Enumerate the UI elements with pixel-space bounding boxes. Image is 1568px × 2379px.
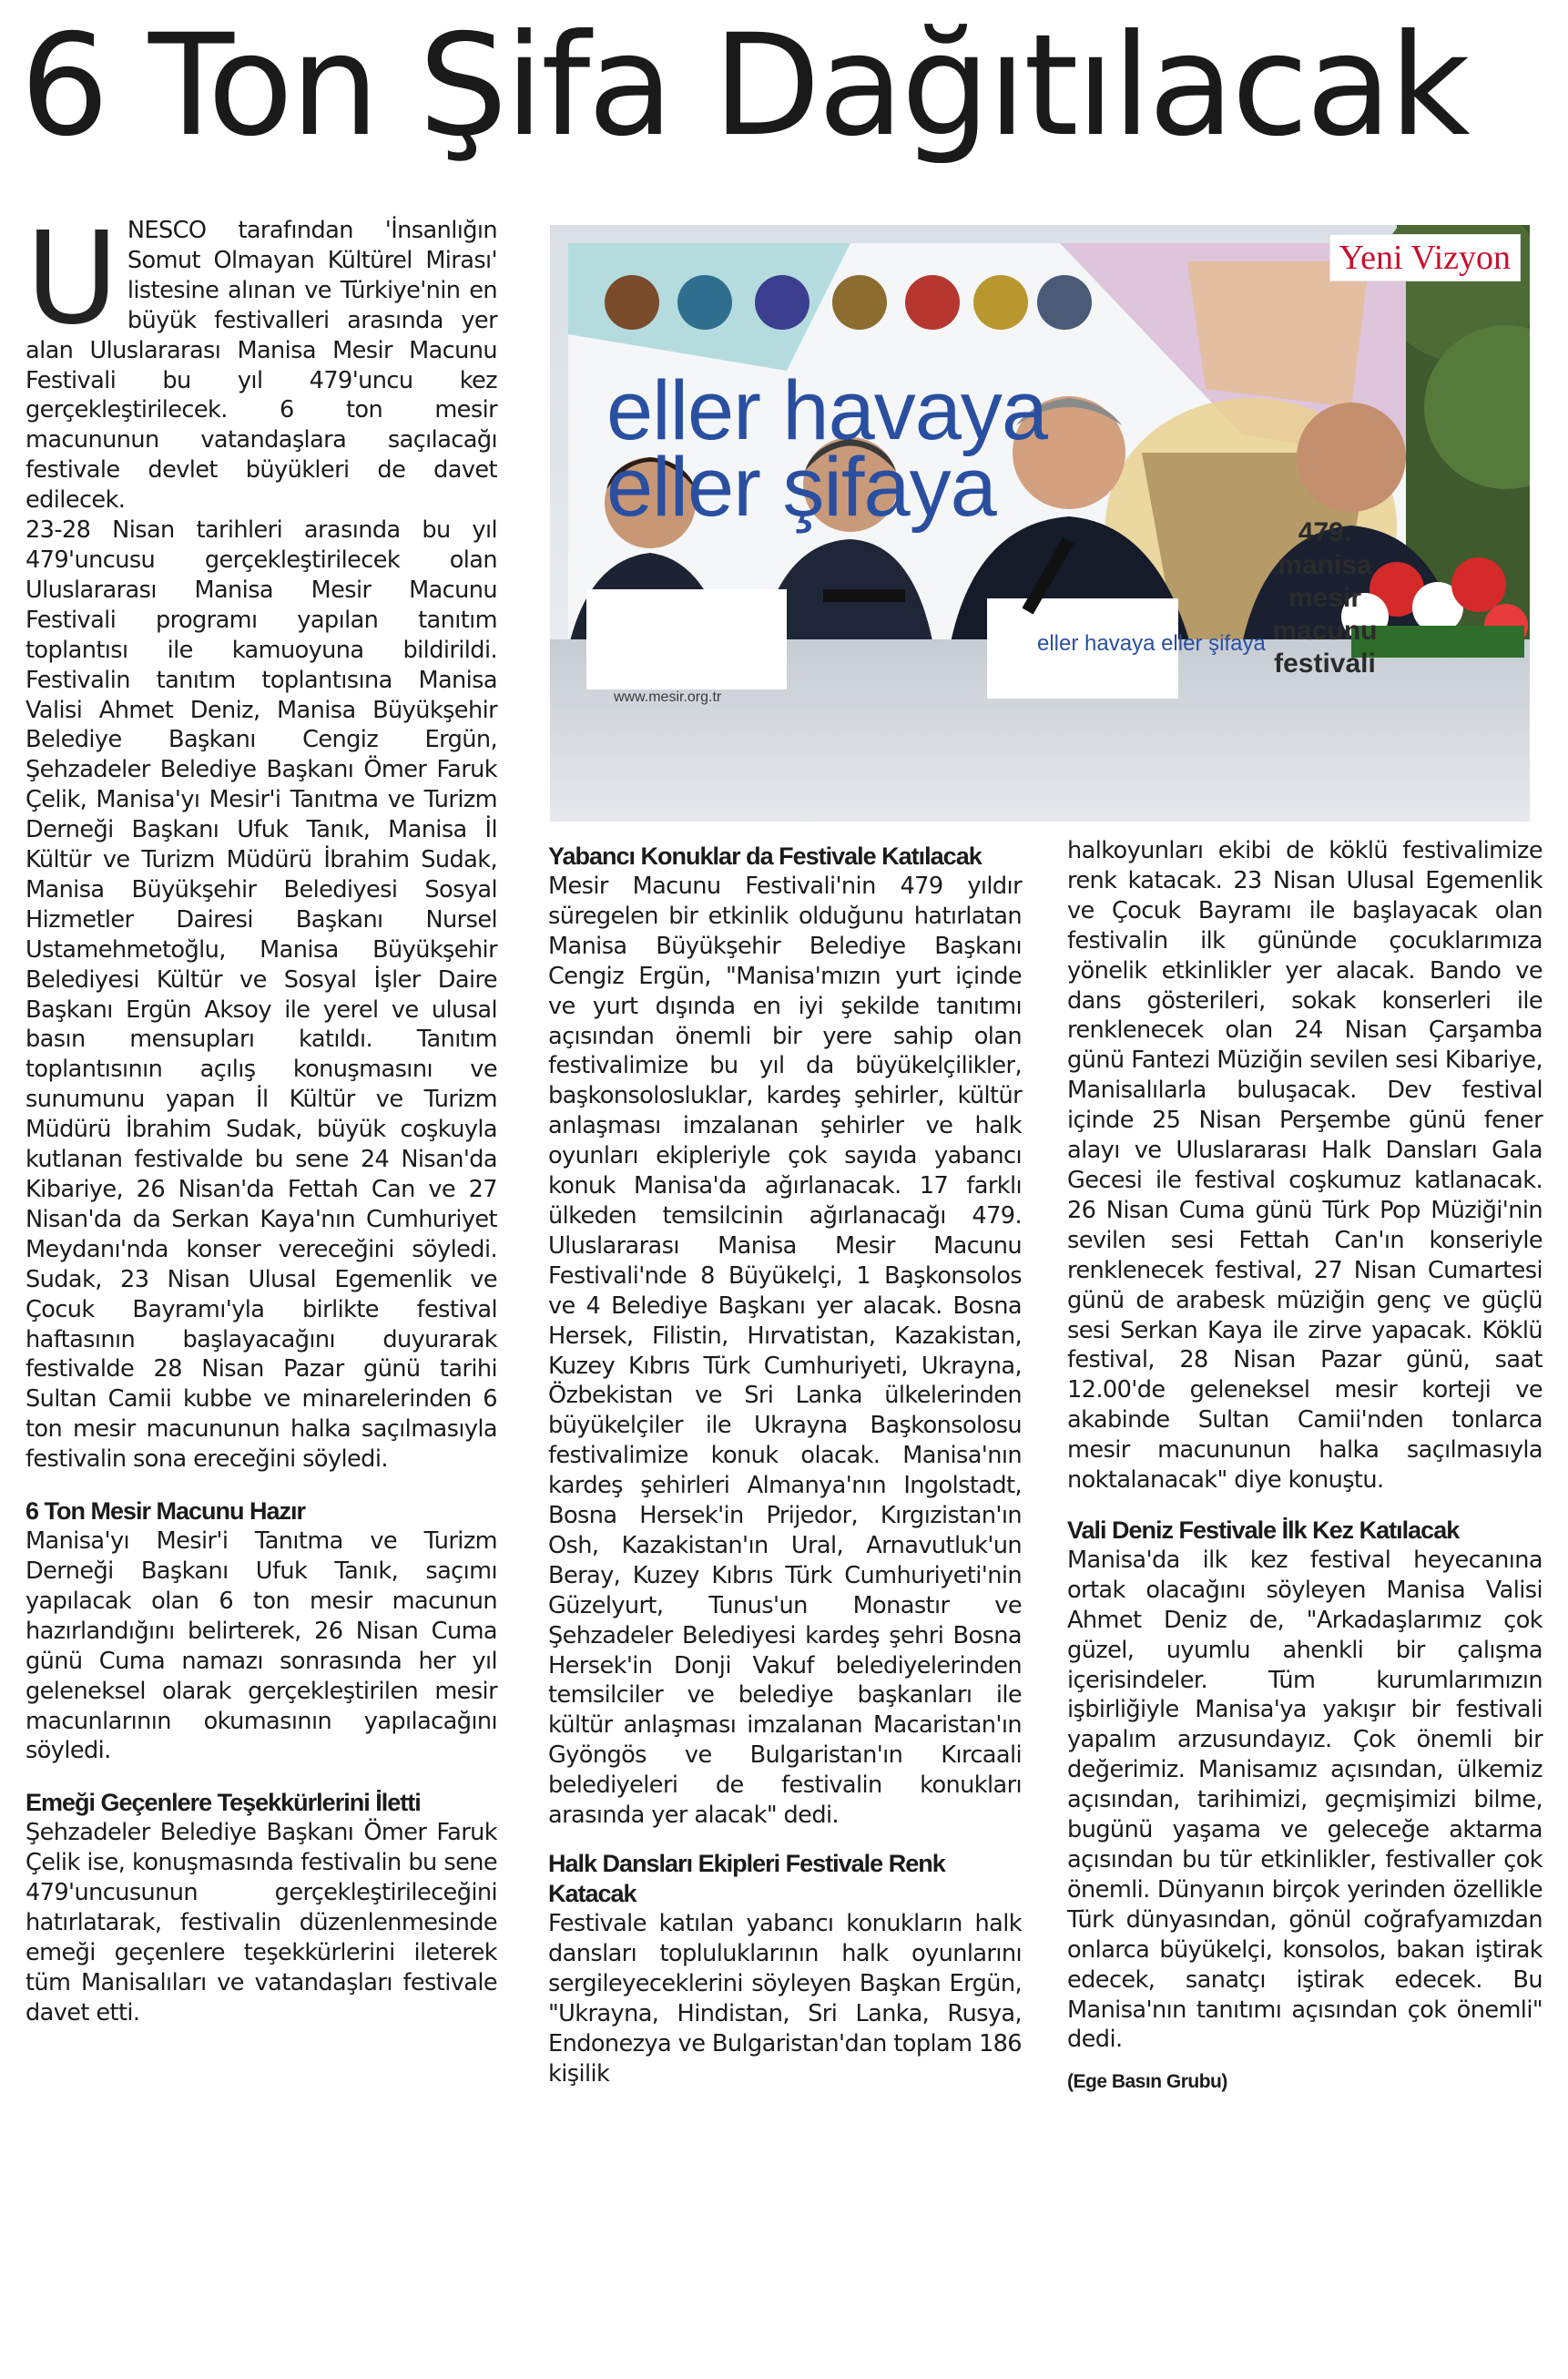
festival-badge: 479. manisa mesir macunu festivali <box>1272 517 1378 679</box>
subheading: Emeği Geçenlere Teşekkürlerini İletti <box>25 1789 421 1817</box>
article-paragraph: Manisa'yı Mesir'i Tanıtma ve Turizm Derneği Başkanı Ufuk Tanık, saçımı yapılacak olan 6 ton mesir macunun hazırlandığını belirterek, 26 Nisan Cuma günü Cuma namazı sonrasında her yıl geleneksel olarak gerçekleştirilen mesir macunlarının okumasının yapılacağını söyledi. <box>25 1527 497 1765</box>
subheading: Yabancı Konuklar da Festivale Katılacak <box>548 842 982 870</box>
article-paragraph: halkoyunları ekibi de köklü festivalimize renk katacak. 23 Nisan Ulusal Egemenlik ve Çocuk Bayramı ile başlayacak olan festivalin ilk gününde çocuklarımıza yönelik etkinlikler yer alacak. Bando ve dans gösterileri, sokak konserleri ile renklenecek olan 24 Nisan Çarşamba günü Fantezi Müziğin sevilen sesi Kibariye, Manisalılarla buluşacak. Dev festival içinde 25 Nisan Perşembe günü fener alayı ve Uluslararası Halk Dansları Gala Gecesi ile festival coşkumuz katlanacak. 26 Nisan Cuma günü Türk Pop Müziği'nin sevilen sesi Fettah Can'ın konseriyle renklenecek festival, 27 Nisan Cumartesi günü de arabesk müziğin genç ve güçlü sesi Serkan Kaya ile zirve yapacak. Köklü festival, 28 Nisan Pazar günü, saat 12.00'de geleneksel mesir korteji ve akabinde Sultan Camii'nden tonlarca mesir macununun halka saçılmasıyla noktalanacak" diye konuştu. <box>1067 837 1543 1495</box>
podium-slogan: eller havaya eller şifaya <box>1037 631 1266 656</box>
article-paragraph: 23-28 Nisan tarihleri arasında bu yıl 479'uncusu gerçekleştirilecek olan Uluslararası Manisa Mesir Macunu Festivali programı yapılan tanıtım toplantısı ile kamuoyuna bildirildi. Festivalin tanıtım toplantısına Manisa Valisi Ahmet Deniz, Manisa Büyükşehir Belediye Başkanı Cengiz Ergün, Şehzadeler Belediye Başkanı Ömer Faruk Çelik, Manisa'yı Mesir'i Tanıtma ve Turizm Derneği Başkanı Ufuk Tanık, Manisa İl Kültür ve Turizm Müdürü İbrahim Sudak, Manisa Büyükşehir Belediyesi Sosyal Hizmetler Dairesi Başkanı Nursel Ustamehmetoğlu, Manisa Büyükşehir Belediyesi Kültür ve Sosyal İşler Daire Başkanı Ergün Aksoy ile yerel ve ulusal basın mensupları katıldı. Tanıtım toplantısının açılış konuşmasını ve sunumunu yapan İl Kültür ve Turizm Müdürü İbrahim Sudak, büyük coşkuyla kutlanan festivalde bu sene 24 Nisan'da Kibariye, 26 Nisan'da Fettah Can ve 27 Nisan'da da Serkan Kaya'nın Cumhuriyet Meydanı'nda konser vereceğini söyledi. Sudak, 23 Nisan Ulusal Egemenlik ve Çocuk Bayramı'yla birlikte festival haftasının başlayacağını duyurarak festivalde 28 Nisan Pazar günü tarihi Sultan Camii kubbe ve minarelerinden 6 ton mesir macununun halka saçılmasıyla festivalin sona ereceğini söyledi. <box>25 516 497 1474</box>
website-text: www.mesir.org.tr <box>614 689 722 705</box>
subheading: 6 Ton Mesir Macunu Hazır <box>25 1497 306 1526</box>
article-column-1 <box>25 205 497 2028</box>
article-paragraph: Manisa'da ilk kez festival heyecanına ortak olacağını söyleyen Manisa Valisi Ahmet Deniz de, "Arkadaşlarımız çok güzel, uyumlu ahenkli bir çalışma içerisindeler. Tüm kurumlarımızın işbirliğiyle Manisa'ya yakışır bir festivali yapalım arzusundayız. Çok önemli bir değerimiz. Manisamız açısından, ülkemiz açısından, tarihimizi, geçmişimizi bilme, bugünü yaşama ve geleceğe aktarma açısından bu tür etkinlikler, festivaller çok önemli. Dünyanın birçok yerinden özellikle Türk dünyasından, gönül coğrafyamızdan onlarca büyükelçi, konsolos, bakan iştirak edecek, sanatçı iştirak edecek. Bu Manisa'nın tanıtımı açısından çok önemli" dedi. <box>1067 1546 1543 2054</box>
subheading: Vali Deniz Festivale İlk Kez Katılacak <box>1067 1516 1460 1544</box>
newspaper-brand-label: Yeni Vizyon <box>1329 234 1521 281</box>
paragraph-text: NESCO tarafından 'İnsanlığın Somut Olmayan Kültürel Mirası' listesine alınan ve Türkiye'nin en büyük festivalleri arasında yer alan Uluslararası Manisa Mesir Macunu Festivali bu yıl 479'uncu kez gerçekleştirilecek. 6 ton mesir macununun vatandaşlara saçılacağı festivale devlet büyükleri de davet edilecek. <box>25 217 497 515</box>
banner-slogan-line2: eller şifaya <box>606 441 996 534</box>
byline-source: (Ege Basın Grubu) <box>1067 2071 1227 2093</box>
news-photo <box>550 225 1530 822</box>
article-column-3 <box>1067 836 1543 2098</box>
article-paragraph: Festivale katılan yabancı konukların halk dansları topluluklarının halk oyunlarını sergileyeceklerini söyleyen Başkan Ergün, "Ukrayna, Hindistan, Sri Lanka, Rusya, Endonezya ve Bulgaristan'dan toplam 186 kişilik <box>548 1910 1022 2088</box>
subheading: Halk Dansları Ekipleri Festivale Renk Katacak <box>548 1850 945 1907</box>
article-paragraph <box>25 205 497 516</box>
name-card <box>586 589 787 689</box>
headline: 6 Ton Şifa Dağıtılacak <box>20 5 1468 168</box>
article-paragraph: Şehzadeler Belediye Başkanı Ömer Faruk Çelik ise, konuşmasında festivalin bu sene 479'uncusunun gerçekleştirileceğini hatırlatarak, festivalin düzenlenmesinde emeği geçenlere teşekkürlerini ileterek tüm Manisalıları ve vatandaşları festivale davet etti. <box>25 1819 497 2027</box>
article-column-2 <box>548 842 1022 2088</box>
banner-slogan-line1: eller havaya <box>606 364 1048 457</box>
article-paragraph: Mesir Macunu Festivali'nin 479 yıldır süregelen bir etkinlik olduğunu hatırlatan Manisa Büyükşehir Belediye Başkanı Cengiz Ergün, "Manisa'mızın yurt içinde ve yurt dışında en iyi şekilde tanıtımı açısından önemli bir yere sahip olan festivalimize bu yıl da büyükelçilikler, başkonsolosluklar, kardeş şehirler, kültür anlaşması imzalanan şehirler ve halk oyunları ekipleriyle çok sayıda yabancı konuk Manisa'da ağırlanacak. 17 farklı ülkeden temsilcinin ağırlanacağı 479. Uluslararası Manisa Mesir Macunu Festivali'nde 8 Büyükelçi, 1 Başkonsolos ve 4 Belediye Başkanı yer alacak. Bosna Hersek, Filistin, Hırvatistan, Kazakistan, Kuzey Kıbrıs Türk Cumhuriyeti, Ukrayna, Özbekistan ve Sri Lanka ülkelerinden büyükelçiler ile Ukrayna Başkonsolosu festivalimize konuk olacak. Manisa'nın kardeş şehirleri Almanya'nın Ingolstadt, Bosna Hersek'in Prijedor, Kırgızistan'ın Osh, Kazakistan'ın Ural, Arnavutluk'un Beray, Kuzey Kıbrıs Türk Cumhuriyeti'nin Güzelyurt, Tunus'un Monastır ve Şehzadeler Belediyesi kardeş şehri Bosna Hersek'in Donji Vakuf belediyelerinden temsilciler ve belediye başkanları ile kültür anlaşması imzalanan Macaristan'ın Gyöngös ve Bulgaristan'ın Kırcaali belediyeleri de festivalin konukları arasında yer alacak" dedi. <box>548 873 1022 1830</box>
dropcap: U <box>25 205 118 353</box>
